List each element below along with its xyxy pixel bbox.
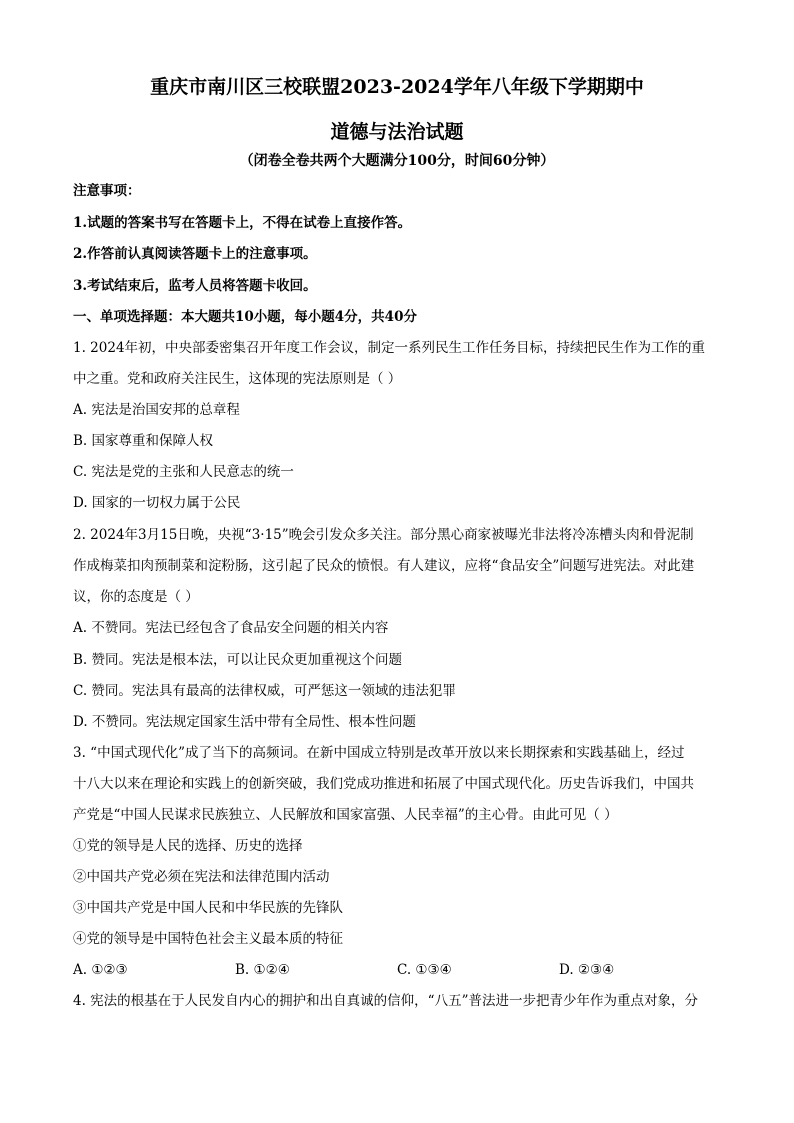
question-2-stem: 议，你的态度是（ ）: [73, 589, 199, 605]
question-3-stem: 3. “中国式现代化”成了当下的高频词。在新中国成立特别是改革开放以来长期探索和实践基础上，经过: [73, 745, 685, 761]
exam-title-line1: 重庆市南川区三校联盟2023-2024学年八年级下学期期中: [150, 76, 644, 98]
question-1-option-a: A. 宪法是治国安邦的总章程: [73, 402, 240, 418]
question-4-stem: 4. 宪法的根基在于人民发自内心的拥护和出自真诚的信仰，“八五”普法进一步把青少年作为重点对象，分: [73, 993, 698, 1009]
question-2-option-c: C. 赞同。宪法具有最高的法律权威，可严惩这一领域的违法犯罪: [73, 683, 456, 699]
question-1-option-d: D. 国家的一切权力属于公民: [73, 495, 241, 511]
question-2-option-b: B. 赞同。宪法是根本法，可以让民众更加重视这个问题: [73, 652, 403, 668]
question-3-stem: 产党是“中国人民谋求民族独立、人民解放和国家富强、人民幸福”的主心骨。由此可见（ ）: [73, 807, 618, 823]
question-3-statement: ①党的领导是人民的选择、历史的选择: [73, 838, 303, 854]
question-2-stem: 2. 2024年3月15日晚，央视“3·15”晚会引发众多关注。部分黑心商家被曝光非法将冷冻槽头肉和骨泥制: [73, 527, 694, 543]
question-1-option-b: B. 国家尊重和保障人权: [73, 433, 214, 449]
question-2-option-a: A. 不赞同。宪法已经包含了食品安全问题的相关内容: [73, 620, 389, 636]
question-2-option-d: D. 不赞同。宪法规定国家生活中带有全局性、根本性问题: [73, 714, 416, 730]
question-1-stem: 中之重。党和政府关注民生，这体现的宪法原则是（ ）: [73, 371, 402, 387]
question-1-option-c: C. 宪法是党的主张和人民意志的统一: [73, 464, 294, 480]
notice-item: 1.试题的答案书写在答题卡上，不得在试卷上直接作答。: [73, 215, 412, 231]
exam-subtitle: （闭卷全卷共两个大题满分100分，时间60分钟）: [239, 153, 555, 169]
question-3-option-d: D. ②③④: [559, 962, 615, 978]
question-3-option-a: A. ①②③: [73, 962, 128, 978]
notice-item: 2.作答前认真阅读答题卡上的注意事项。: [73, 246, 317, 262]
notice-item: 3.考试结束后，监考人员将答题卡收回。: [73, 278, 317, 294]
notice-heading: 注意事项：: [73, 183, 141, 199]
question-3-statement: ②中国共产党必须在宪法和法律范围内活动: [73, 869, 330, 885]
question-3-option-b: B. ①②④: [235, 962, 290, 978]
question-2-stem: 作成梅菜扣肉预制菜和淀粉肠，这引起了民众的愤恨。有人建议，应将“食品安全”问题写进宪法。对此建: [73, 558, 695, 574]
exam-title-line2: 道德与法治试题: [330, 121, 464, 143]
question-3-stem: 十八大以来在理论和实践上的创新突破，我们党成功推进和拓展了中国式现代化。历史告诉我们，中国共: [73, 776, 694, 792]
question-3-statement: ④党的领导是中国特色社会主义最本质的特征: [73, 931, 343, 947]
section-heading: 一、单项选择题：本大题共10小题，每小题4分，共40分: [73, 309, 417, 325]
question-1-stem: 1. 2024年初，中央部委密集召开年度工作会议，制定一系列民生工作任务目标，持续把民生作为工作的重: [73, 340, 706, 356]
question-3-statement: ③中国共产党是中国人民和中华民族的先锋队: [73, 900, 343, 916]
question-3-option-c: C. ①③④: [397, 962, 452, 978]
